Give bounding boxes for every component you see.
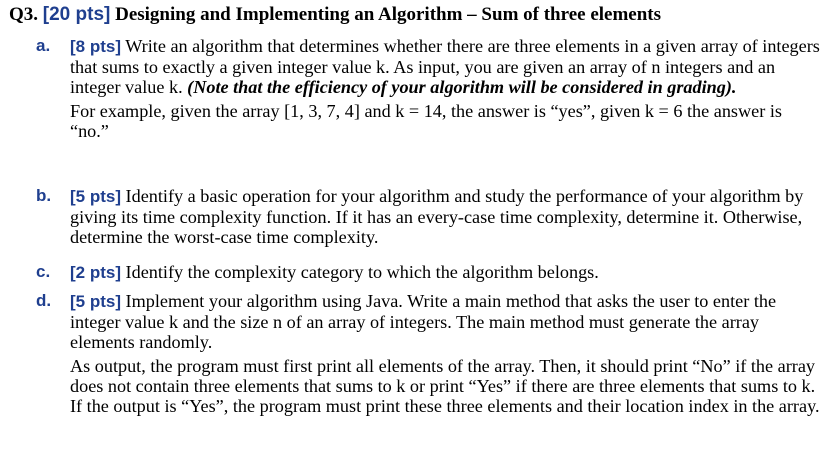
item-b-text: Identify a basic operation for your algorithm and study the performance of your algorithm by giving its time complexity function. If it has an every-case time complexity, determine it. Otherwise, determine the worst-case time complexity. — [70, 186, 804, 247]
item-d-points: [5 pts] — [70, 292, 121, 311]
item-d-output: As output, the program must first print all elements of the array. Then, it should print “No” if the array does not contain three elements that sums to k or print “Yes” if there are three elements that sums to k. If the output is “Yes”, the program must print these three elements and their location index in the array. — [70, 356, 820, 416]
item-a-example: For example, given the array [1, 3, 7, 4] and k = 14, the answer is “yes”, given k = 6 the answer is “no.” — [70, 101, 782, 141]
item-c-body — [70, 262, 820, 283]
item-d-text: Implement your algorithm using Java. Write a main method that asks the user to enter the integer value k and the size n of an array of integers. The main method must generate the array elements randomly. — [70, 291, 777, 352]
item-a-emphasis: (Note that the efficiency of your algorithm will be considered in grading). — [187, 77, 737, 97]
question-number: Q3. — [9, 4, 39, 25]
item-a-points: [8 pts] — [70, 37, 121, 56]
item-d-letter: d. — [36, 291, 52, 310]
question-title — [9, 4, 661, 26]
item-a-body — [70, 36, 820, 141]
item-b — [36, 186, 820, 247]
question-points: [20 pts] — [42, 4, 111, 25]
item-c — [36, 262, 820, 283]
item-d — [36, 291, 820, 416]
item-c-letter: c. — [36, 262, 51, 281]
item-a — [36, 36, 820, 141]
item-c-text: Identify the complexity category to which the algorithm belongs. — [125, 262, 599, 282]
item-a-text: Write an algorithm that determines whether there are three elements in a given array of integers that sums to exactly a given integer value k. As input, you are given an array of n integers and an integer value k. — [70, 36, 820, 97]
question-heading: Designing and Implementing an Algorithm – Sum of three elements — [115, 4, 662, 25]
item-d-body — [70, 291, 820, 416]
item-c-points: [2 pts] — [70, 263, 121, 282]
item-b-body — [70, 186, 820, 247]
item-a-letter: a. — [36, 36, 51, 55]
item-b-points: [5 pts] — [70, 187, 121, 206]
item-b-letter: b. — [36, 186, 52, 205]
